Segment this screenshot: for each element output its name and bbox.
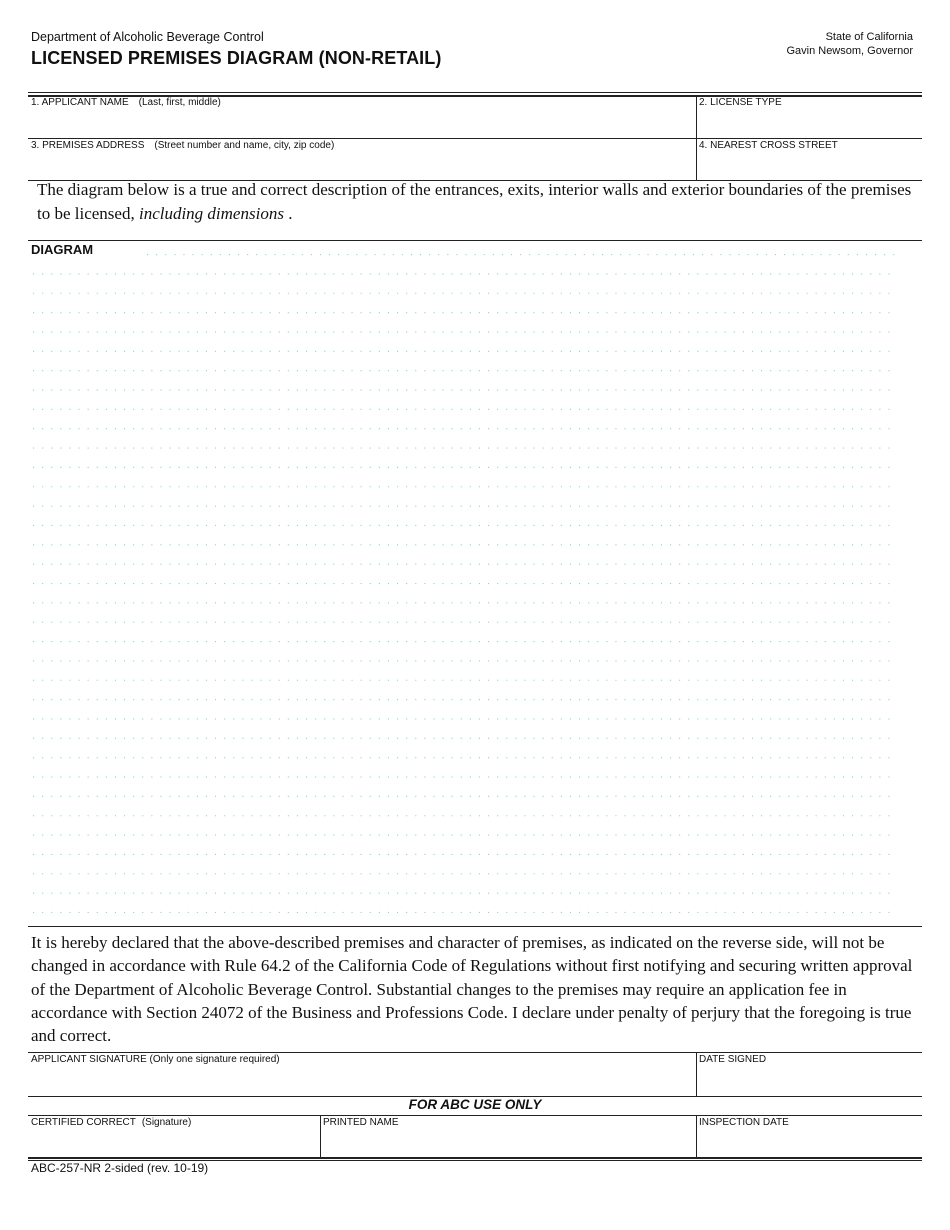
inspection-date-label: INSPECTION DATE <box>699 1117 789 1128</box>
premises-address-note: (Street number and name, city, zip code) <box>154 140 335 151</box>
applicant-name-label-text: 1. APPLICANT NAME <box>31 97 129 108</box>
agency-name: Department of Alcoholic Beverage Control <box>31 30 264 44</box>
state-name: State of California <box>825 31 913 43</box>
date-signed-label: DATE SIGNED <box>699 1054 767 1065</box>
form-title: LICENSED PREMISES DIAGRAM (NON-RETAIL) <box>31 48 442 68</box>
statement-text: The diagram below is a true and correct description of the entrances, exits, interior walls and exterior boundaries of the premises to be licensed, <box>37 180 912 223</box>
applicant-signature-label: APPLICANT SIGNATURE (Only one signature required) <box>31 1054 280 1065</box>
abc-divider-1 <box>320 1115 321 1157</box>
grid-dots <box>33 254 894 913</box>
abc-divider-2 <box>696 1115 697 1157</box>
signature-top-rule <box>28 1052 922 1053</box>
applicant-name-note: (Last, first, middle) <box>138 97 221 108</box>
statement-emphasis: including dimensions <box>138 204 284 223</box>
certified-correct-field[interactable] <box>31 1131 316 1155</box>
statement-end: . <box>283 204 293 223</box>
diagram-bottom-rule <box>28 926 922 927</box>
printed-name-label: PRINTED NAME <box>323 1117 399 1128</box>
printed-name-field[interactable] <box>323 1131 692 1155</box>
abc-use-only-title: FOR ABC USE ONLY <box>408 1097 542 1112</box>
license-type-label: 2. LICENSE TYPE <box>699 97 782 108</box>
applicant-signature-field[interactable] <box>31 1068 691 1094</box>
cross-street-label: 4. NEAREST CROSS STREET <box>699 140 838 151</box>
declaration-text: It is hereby declared that the above-described premises and character of premises, as indicated on the reverse side, will not be changed in accordance with Rule 64.2 of the California Code of Regulations without first notifying and securing written approval of the Department of Alcoholic Beverage Control. Substantial changes to the premises may require an application fee in accordance with Section 24072 of the Business and Professions Code. I declare under penalty of perjury that the foregoing is true and correct. <box>31 933 913 1046</box>
certified-correct-label <box>31 1117 191 1128</box>
date-signed-field[interactable] <box>700 1068 918 1094</box>
certified-correct-note: (Signature) <box>141 1117 192 1128</box>
signature-divider <box>696 1052 697 1096</box>
certified-correct-label-text: CERTIFIED CORRECT <box>31 1117 136 1128</box>
diagram-label: DIAGRAM <box>31 242 94 257</box>
inspection-date-field[interactable] <box>700 1131 918 1155</box>
bottom-rule <box>28 1157 922 1159</box>
form-id: ABC-257-NR 2-sided (rev. 10-19) <box>31 1161 209 1175</box>
governor-name: Gavin Newsom, Governor <box>786 45 913 57</box>
abc-use-rule <box>28 1115 922 1116</box>
premises-address-label-text: 3. PREMISES ADDRESS <box>31 140 145 151</box>
